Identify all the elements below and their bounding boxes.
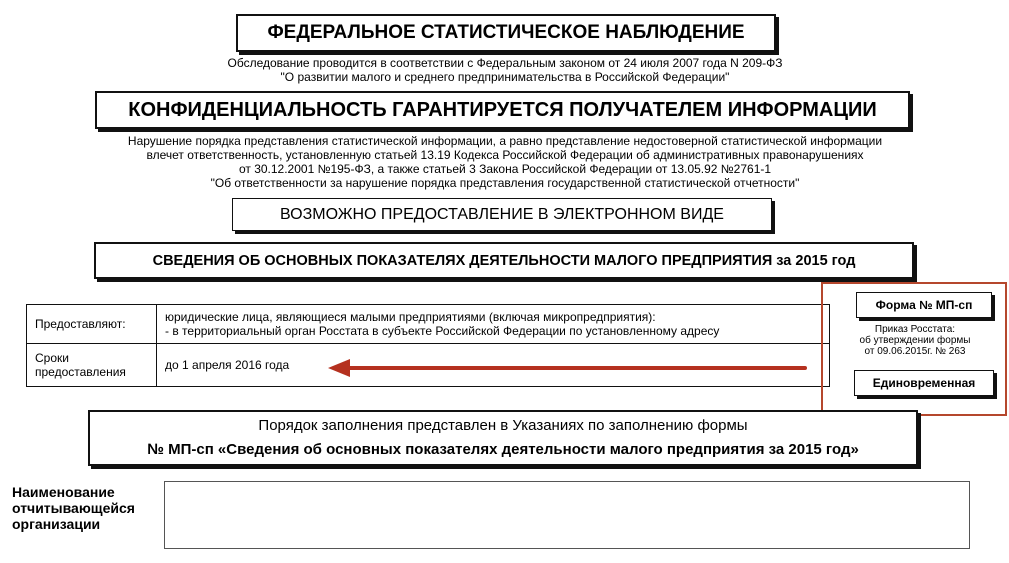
table-row bbox=[27, 344, 830, 387]
order-line: от 09.06.2015г. № 263 bbox=[864, 346, 966, 357]
submitters-value bbox=[157, 305, 830, 344]
form-number: Форма № МП-сп bbox=[856, 292, 992, 318]
submitters-value-line: - в территориальный орган Росстата в субъекте Российской Федерации по установленному адресу bbox=[165, 324, 720, 338]
organization-label: Наименование отчитывающейся организации bbox=[12, 484, 135, 532]
submitters-value-line: юридические лица, являющиеся малыми предприятиями (включая микропредприятия): bbox=[165, 310, 656, 324]
filling-procedure-box bbox=[88, 410, 918, 466]
confidentiality-title: КОНФИДЕНЦИАЛЬНОСТЬ ГАРАНТИРУЕТСЯ ПОЛУЧАТЕЛЕМ ИНФОРМАЦИИ bbox=[95, 91, 910, 129]
deadline-label: Сроки предоставления bbox=[27, 344, 157, 387]
law-line: "О развитии малого и среднего предпринимательства в Российской Федерации" bbox=[280, 70, 730, 84]
frequency-badge: Единовременная bbox=[854, 370, 994, 396]
deadline-value: до 1 апреля 2016 года bbox=[157, 344, 830, 387]
order-line: Приказ Росстата: bbox=[874, 324, 956, 335]
rosstat-order bbox=[830, 324, 1000, 357]
electronic-submission-note: ВОЗМОЖНО ПРЕДОСТАВЛЕНИЕ В ЭЛЕКТРОННОМ ВИДЕ bbox=[232, 198, 772, 231]
liability-line: от 30.12.2001 №195-ФЗ, а также статьей 3 Закона Российской Федерации от 13.05.92 №2761-1 bbox=[238, 162, 772, 176]
law-reference bbox=[130, 56, 880, 84]
liability-line: "Об ответственности за нарушение порядка представления государственной статистической отчетности" bbox=[210, 176, 800, 190]
law-line: Обследование проводится в соответствии с Федеральным законом от 24 июля 2007 года N 209-ФЗ bbox=[227, 56, 783, 70]
submitters-label: Предоставляют: bbox=[27, 305, 157, 344]
federal-observation-title: ФЕДЕРАЛЬНОЕ СТАТИСТИЧЕСКОЕ НАБЛЮДЕНИЕ bbox=[236, 14, 776, 52]
table-row bbox=[27, 305, 830, 344]
submission-info-table bbox=[26, 304, 830, 387]
report-title: СВЕДЕНИЯ ОБ ОСНОВНЫХ ПОКАЗАТЕЛЯХ ДЕЯТЕЛЬНОСТИ МАЛОГО ПРЕДПРИЯТИЯ за 2015 год bbox=[94, 242, 914, 279]
organization-name-field[interactable] bbox=[164, 481, 970, 549]
procedure-line: Порядок заполнения представлен в Указаниях по заполнению формы bbox=[258, 417, 748, 434]
procedure-form-title: № МП-сп «Сведения об основных показателях деятельности малого предприятия за 2015 год» bbox=[147, 441, 859, 458]
order-line: об утверждении формы bbox=[859, 335, 971, 346]
liability-line: влечет ответственность, установленную статьей 13.19 Кодекса Российской Федерации об административных правонарушениях bbox=[146, 148, 864, 162]
liability-notice bbox=[40, 134, 970, 190]
liability-line: Нарушение порядка представления статистической информации, а равно представление недостоверной статистической информации bbox=[127, 134, 883, 148]
